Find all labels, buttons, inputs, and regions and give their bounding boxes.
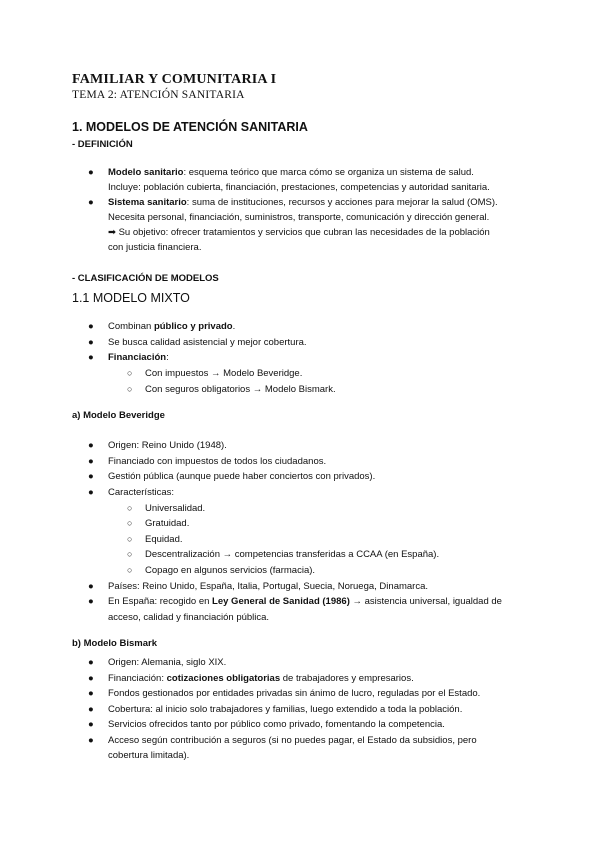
circle-bullet-icon: ○	[127, 565, 133, 575]
list-item: Gestión pública (aunque puede haber conciertos con privados).	[108, 471, 376, 482]
list-item-continuation: cobertura limitada).	[108, 750, 190, 761]
sub-list-item: Copago en algunos servicios (farmacia).	[145, 565, 316, 576]
term-modelo-sanitario: Modelo sanitario	[108, 167, 184, 178]
list-item-continuation: ➡ Su objetivo: ofrecer tratamientos y servicios que cubran las necesidades de la población	[108, 227, 490, 238]
text: de trabajadores y empresarios.	[280, 673, 414, 684]
list-item-modelo-sanitario	[108, 165, 528, 180]
bold-text: cotizaciones obligatorias	[166, 673, 281, 684]
clasificacion-label: - CLASIFICACIÓN DE MODELOS	[72, 273, 219, 284]
section-heading-modelos: 1. MODELOS DE ATENCIÓN SANITARIA	[72, 120, 308, 134]
bullet-icon: ●	[88, 688, 94, 699]
bullet-icon: ●	[88, 337, 94, 348]
definition-text: : esquema teórico que marca cómo se organiza un sistema de salud.	[183, 167, 474, 178]
list-item: Se busca calidad asistencial y mejor cobertura.	[108, 337, 307, 348]
section-heading-mixto: 1.1 MODELO MIXTO	[72, 291, 190, 305]
list-item: Origen: Reino Unido (1948).	[108, 440, 227, 451]
list-item-continuation: Necesita personal, financiación, suministros, transporte, comunicación y dirección general.	[108, 212, 490, 223]
list-item: Cobertura: al inicio solo trabajadores y familias, luego extendido a toda la población.	[108, 704, 463, 715]
list-item	[108, 319, 528, 334]
list-item: Países: Reino Unido, España, Italia, Portugal, Suecia, Noruega, Dinamarca.	[108, 581, 429, 592]
list-item-sistema-sanitario	[108, 195, 528, 210]
sub-list-item: Gratuidad.	[145, 518, 190, 529]
circle-bullet-icon: ○	[127, 518, 133, 528]
circle-bullet-icon: ○	[127, 503, 133, 513]
text: Combinan	[108, 321, 154, 332]
list-item	[108, 350, 528, 365]
course-title: FAMILIAR Y COMUNITARIA I	[72, 72, 277, 87]
sub-list-item: Con impuestos → Modelo Beveridge.	[145, 368, 303, 379]
bold-text: Financiación	[108, 352, 167, 363]
bullet-icon: ●	[88, 487, 94, 498]
circle-bullet-icon: ○	[127, 534, 133, 544]
term-sistema-sanitario: Sistema sanitario	[108, 197, 187, 208]
definition-text: : suma de instituciones, recursos y acciones para mejorar la salud (OMS).	[186, 197, 498, 208]
sub-list-item: Descentralización → competencias transferidas a CCAA (en España).	[145, 549, 440, 560]
list-item: Características:	[108, 487, 174, 498]
text: .	[232, 321, 236, 332]
section-heading-beveridge: a) Modelo Beveridge	[72, 410, 165, 421]
topic-subtitle: TEMA 2: ATENCIÓN SANITARIA	[72, 89, 245, 101]
list-item: Servicios ofrecidos tanto por público como privado, fomentando la competencia.	[108, 719, 445, 730]
list-item	[108, 671, 528, 686]
bullet-icon: ●	[88, 456, 94, 467]
circle-bullet-icon: ○	[127, 549, 133, 559]
bold-text: público y privado	[153, 321, 233, 332]
bullet-icon: ●	[88, 704, 94, 715]
text: Financiación:	[108, 673, 167, 684]
bullet-icon: ●	[88, 581, 94, 592]
bullet-icon: ●	[88, 440, 94, 451]
bullet-icon: ●	[88, 471, 94, 482]
bullet-icon: ●	[88, 197, 94, 208]
bullet-icon: ●	[88, 735, 94, 746]
sub-list-item: Con seguros obligatorios → Modelo Bismark.	[145, 384, 336, 395]
circle-bullet-icon: ○	[127, 368, 133, 378]
list-item	[108, 594, 528, 609]
bullet-icon: ●	[88, 719, 94, 730]
list-item-continuation: con justicia financiera.	[108, 242, 202, 253]
text: En España: recogido en	[108, 596, 213, 607]
definicion-label: - DEFINICIÓN	[72, 139, 133, 150]
bullet-icon: ●	[88, 673, 94, 684]
list-item: Financiado con impuestos de todos los ciudadanos.	[108, 456, 327, 467]
text: → asistencia universal, igualdad de	[349, 596, 502, 607]
section-heading-bismark: b) Modelo Bismark	[72, 638, 157, 649]
bullet-icon: ●	[88, 321, 94, 332]
list-item-continuation: acceso, calidad y financiación pública.	[108, 612, 270, 623]
bold-text: Ley General de Sanidad (1986)	[212, 596, 350, 607]
sub-list-item: Universalidad.	[145, 503, 206, 514]
bullet-icon: ●	[88, 352, 94, 363]
bullet-icon: ●	[88, 596, 94, 607]
sub-list-item: Equidad.	[145, 534, 183, 545]
text: :	[166, 352, 169, 363]
list-item: Origen: Alemania, siglo XIX.	[108, 657, 227, 668]
bullet-icon: ●	[88, 167, 94, 178]
list-item: Acceso según contribución a seguros (si no puedes pagar, el Estado da subsidios, pero	[108, 735, 477, 746]
list-item: Fondos gestionados por entidades privadas sin ánimo de lucro, reguladas por el Estado.	[108, 688, 481, 699]
circle-bullet-icon: ○	[127, 384, 133, 394]
bullet-icon: ●	[88, 657, 94, 668]
list-item-continuation: Incluye: población cubierta, financiación, prestaciones, competencias y autoridad sanitaria.	[108, 182, 490, 193]
